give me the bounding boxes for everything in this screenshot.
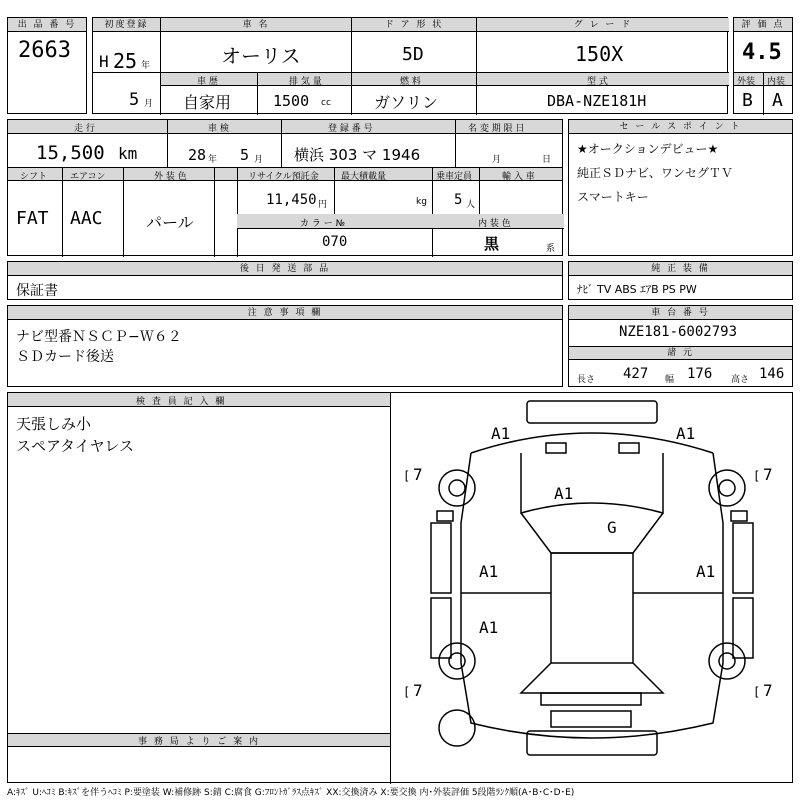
ac: AAC: [70, 208, 103, 229]
svg-text:[: [: [753, 685, 761, 699]
damage-mark: A1: [696, 562, 716, 581]
svg-text:[: [: [403, 685, 411, 699]
left-rear-door-panel: [431, 598, 451, 658]
grade-label: グ レ ー ド: [477, 18, 729, 32]
interior-grade-label: 内装: [767, 77, 786, 87]
plate-label: 登 録 番 号: [328, 124, 373, 134]
dimensions-label: 諸 元: [569, 346, 792, 360]
rear-glass-outline: [521, 663, 663, 693]
history: 自家用: [183, 93, 232, 112]
door: 5D: [402, 44, 424, 65]
tire-mark: 7: [413, 465, 423, 484]
tire-mark: 7: [763, 465, 773, 484]
door-label: ド ア 形 状: [352, 18, 476, 32]
width: 176: [687, 366, 713, 382]
inspection-year: 28: [188, 146, 207, 164]
first-reg-month: 5: [129, 90, 140, 110]
recycle-unit: 円: [318, 200, 328, 210]
color-no-label: カ ラ ー №: [300, 219, 345, 229]
tire-mark: 7: [763, 681, 773, 700]
inspection-label: 車 検: [208, 124, 229, 134]
right-rear-door-panel: [733, 598, 753, 658]
notes-label: 注 意 事 項 欄: [8, 306, 562, 320]
inspection-month-unit: 月: [254, 155, 264, 165]
car-name: オーリス: [221, 44, 301, 68]
score-label: 評 価 点: [734, 18, 792, 32]
right-front-door-panel: [733, 523, 753, 593]
equipment-label: 純 正 装 備: [569, 262, 792, 276]
interior-color: 黒: [484, 235, 500, 253]
damage-mark: A1: [479, 562, 499, 581]
right-front-wheel: [709, 470, 745, 506]
lot-number-box: [7, 17, 87, 114]
capacity: 5: [454, 192, 463, 208]
displacement-label: 排 気 量: [289, 77, 322, 87]
grade: 150X: [575, 42, 624, 66]
sales-point-line: 純正ＳＤナビ、ワンセグＴＶ: [577, 166, 733, 180]
name-change-day-unit: 日: [542, 155, 552, 165]
plate: 横浜 303 マ 1946: [294, 146, 421, 164]
interior-color-label: 内 装 色: [478, 219, 511, 229]
inspector-label: 検 査 員 記 入 欄: [136, 397, 227, 407]
length-label: 長さ: [577, 375, 596, 385]
car-name-label: 車 名: [161, 18, 351, 32]
legend: A:ｷｽﾞ U:ﾍｺﾐ B:ｷｽﾞを伴うﾍｺﾐ P:要塗装 W:補修跡 S:錆 C:腐食 G:ﾌﾛﾝﾄｶﾞﾗｽ点ｷｽﾞ XX:交換済み X:要交換 内･外装評価 5段階ﾗﾝｸ順(A･B･C･D･E): [7, 788, 575, 798]
mileage-unit: km: [118, 144, 138, 163]
car-body-outline: [461, 453, 723, 738]
inspection-month: 5: [240, 146, 250, 164]
vehicle-details-box: [7, 119, 563, 256]
later-parts-label: 後 日 発 送 部 品: [8, 262, 562, 276]
notes-line: ＳＤカード後送: [16, 349, 114, 365]
score: 4.5: [742, 40, 782, 65]
damage-mark: A1: [554, 484, 574, 503]
first-registration-label: 初度登録: [93, 18, 160, 32]
fuel: ガソリン: [374, 93, 439, 112]
inspector-line: 天張しみ小: [16, 415, 92, 433]
import-label: 輸 入 車: [502, 172, 535, 182]
damage-diagram: [391, 393, 793, 783]
left-rear-wheel: [439, 643, 475, 679]
max-load-label: 最大積載量: [341, 172, 387, 182]
recycle-label: リサイクル預託金: [248, 172, 319, 182]
sales-points-label: セ ー ル ス ポ イ ン ト: [569, 120, 792, 134]
exterior-grade: B: [742, 90, 753, 111]
windshield-outline: [521, 513, 663, 553]
notes-box: [7, 305, 563, 387]
lot-number-label: 出 品 番 号: [8, 18, 86, 32]
damage-mark: G: [607, 518, 617, 537]
displacement-unit: cc: [321, 98, 331, 108]
shift: FAT: [16, 208, 49, 229]
sales-point-line: ★オークションデビュー★: [577, 142, 719, 156]
front-bumper: [527, 401, 657, 423]
mileage-label: 走 行: [74, 124, 95, 134]
notes-line: ナビ型番ＮＳＣＰ−Ｗ６２: [16, 329, 182, 345]
tire-mark: 7: [413, 681, 423, 700]
roof-outline: [551, 553, 633, 663]
year-unit: 年: [141, 61, 151, 71]
height: 146: [759, 366, 785, 382]
ac-label: エアコン: [70, 172, 106, 182]
model-label: 型 式: [587, 77, 608, 87]
spare-tire: [439, 710, 475, 746]
fuel-label: 燃 料: [400, 77, 421, 87]
exterior-color-label: 外 装 色: [154, 172, 187, 182]
model: DBA-NZE181H: [547, 92, 647, 110]
inspection-area: [7, 392, 793, 783]
sales-points-box: [568, 119, 793, 256]
vehicle-info-box: [92, 17, 728, 114]
max-load-unit: kg: [416, 197, 427, 207]
svg-text:[: [: [403, 469, 411, 483]
name-change-month-unit: 月: [492, 155, 502, 165]
exterior-color: パール: [146, 213, 194, 232]
recycle: 11,450: [266, 192, 317, 208]
chassis-box: [568, 305, 793, 387]
shift-label: シフト: [20, 172, 48, 182]
height-label: 高さ: [731, 375, 750, 385]
first-reg-era: H: [99, 52, 109, 71]
length: 427: [623, 366, 649, 382]
left-front-door-panel: [431, 523, 451, 593]
damage-mark: A1: [491, 424, 511, 443]
hood-outline: [521, 453, 663, 513]
office-label: 事 務 局 よ り ご 案 内: [138, 737, 261, 747]
equipment-box: [568, 261, 793, 300]
displacement: 1500: [273, 92, 310, 110]
inspector-line: スペアタイヤレス: [16, 437, 135, 455]
inspection-year-unit: 年: [208, 155, 218, 165]
chassis-number: NZE181-6002793: [619, 324, 738, 340]
lot-number: 2663: [18, 38, 71, 63]
mileage: 15,500: [36, 142, 105, 164]
later-parts-value: 保証書: [16, 283, 58, 299]
damage-mark: A1: [676, 424, 696, 443]
interior-color-unit: 系: [546, 244, 556, 254]
width-label: 幅: [665, 375, 675, 385]
svg-text:[: [: [753, 469, 761, 483]
exterior-grade-label: 外装: [737, 77, 756, 87]
left-front-wheel: [439, 470, 475, 506]
name-change-label: 名 変 期 限 日: [468, 124, 525, 134]
capacity-unit: 人: [466, 200, 476, 210]
later-parts-box: [7, 261, 563, 300]
history-label: 車 歴: [197, 77, 218, 87]
rear-bumper: [527, 731, 657, 755]
chassis-label: 車 台 番 号: [569, 306, 792, 320]
capacity-label: 乗車定員: [436, 172, 473, 182]
color-no: 070: [322, 234, 348, 250]
month-unit: 月: [144, 99, 154, 109]
sales-point-line: スマートキー: [577, 190, 649, 204]
equipment-value: ﾅﾋﾞ TV ABS ｴｱB PS PW: [577, 283, 697, 296]
damage-mark: A1: [479, 618, 499, 637]
right-rear-wheel: [709, 643, 745, 679]
score-box: [733, 17, 793, 114]
interior-grade: A: [772, 90, 783, 111]
first-reg-year: 25: [113, 49, 138, 73]
